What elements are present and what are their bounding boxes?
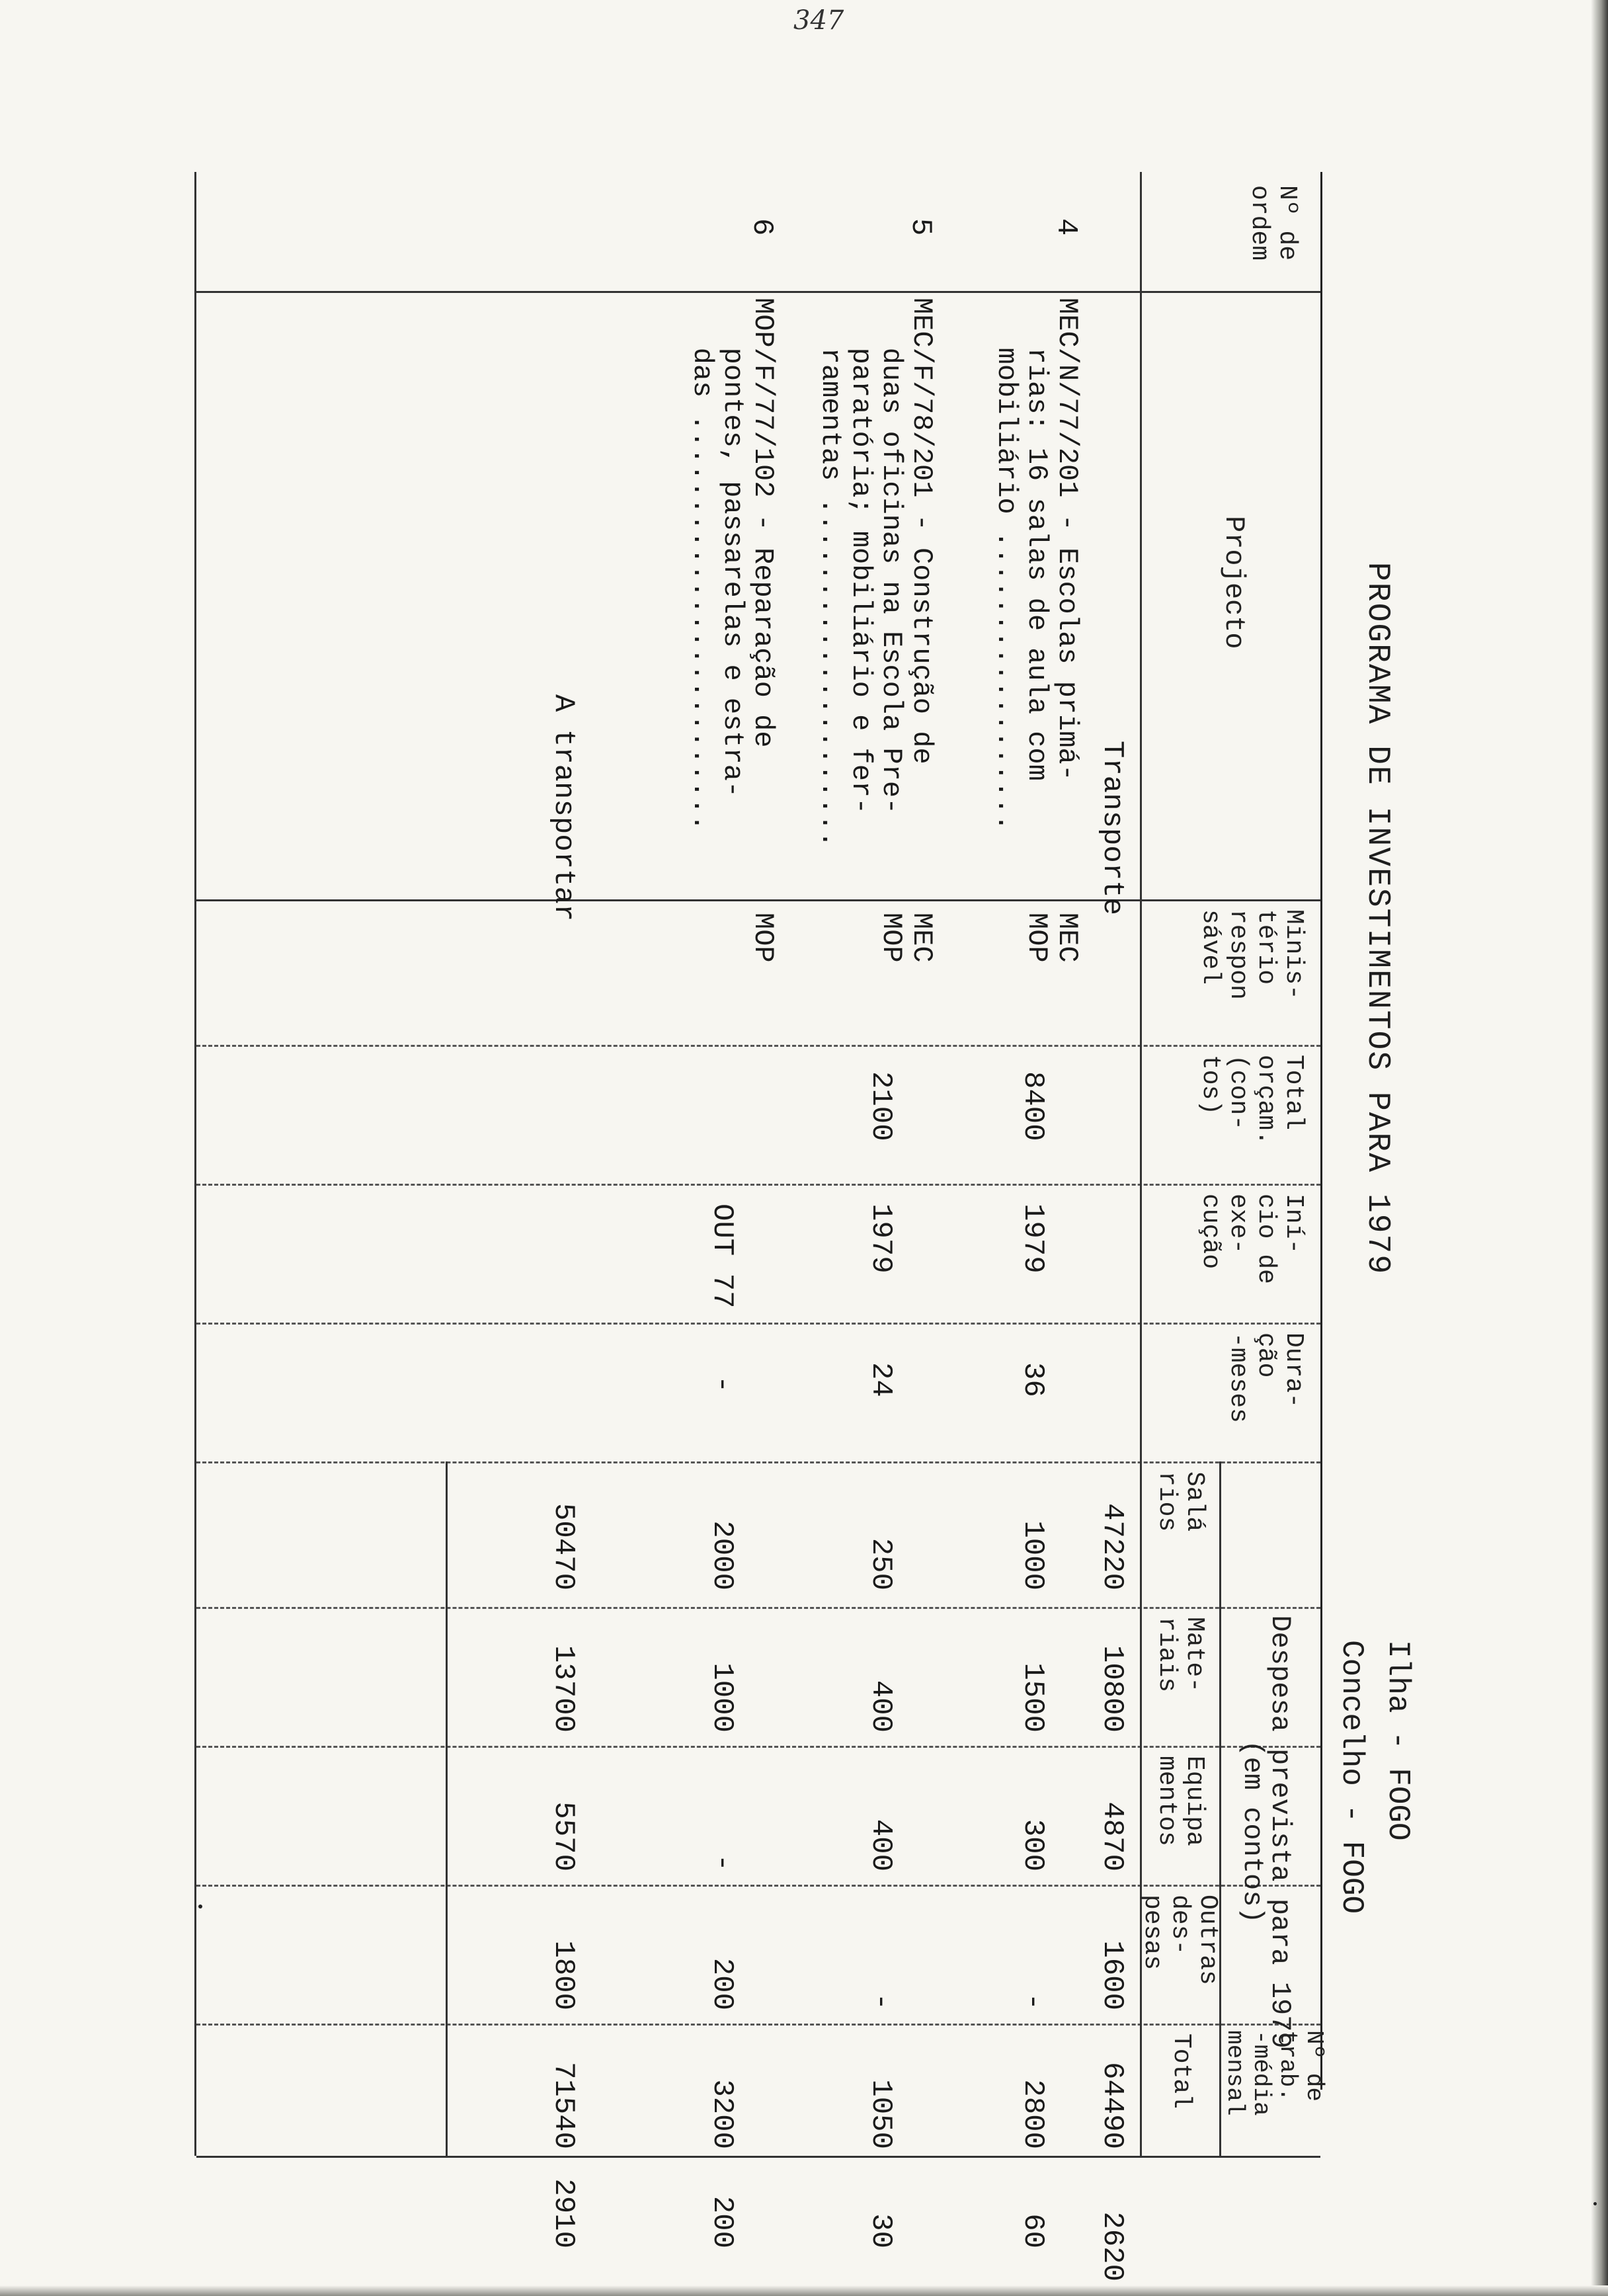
row-4-salarios: 1000 [1016,1520,1049,1590]
header-inicio: Iní- cio de exe- cução [1196,1194,1308,1284]
row-6-materiais: 1000 [705,1662,739,1733]
transporte-total: 64490 [1096,2061,1129,2149]
column-rule [196,1461,1320,1463]
row-5-projecto: MEC/F/78/201 - Construção de duas oficinas na Escola Pre- paratória; mobiliário e fer- ramentas ..................... [815,298,938,848]
column-rule [196,1607,1320,1609]
page-title: PROGRAMA DE INVESTIMENTOS PARA 1979 [1359,562,1395,1276]
header-equipamentos: Equipa mentos [1152,1756,1209,1846]
header-bottom-rule [1140,172,1142,2156]
row-5-trabalhadores: 30 [864,2213,897,2248]
row-6-salarios: 2000 [705,1520,739,1590]
row-5-ordem: 5 [904,218,937,236]
row-4-outras: - [1016,1992,1049,2010]
a-transportar-trabalhadores: 2910 [547,2178,580,2248]
column-rule [196,1885,1320,1887]
header-ordem: Nº de ordem [1245,185,1301,261]
row-6-ministerio: MOP [747,913,779,963]
a-transportar-salarios: 50470 [547,1502,580,1590]
page-number: 347 [793,5,844,36]
column-rule [196,1184,1320,1186]
page-bottom-edge [0,2285,1608,2296]
transporte-trabalhadores: 2620 [1096,2211,1129,2281]
a-transportar-label: A transportar [547,694,580,922]
row-5-salarios: 250 [864,1538,897,1590]
header-ministerio: Minis- tério respon sável [1196,909,1308,1000]
concelho-label: Concelho - FOGO [1334,1640,1369,1914]
column-rule [196,291,1320,293]
a-transportar-outras: 1800 [547,1940,580,2010]
transporte-label: Transporte [1096,741,1129,916]
row-6-duracao: - [705,1375,739,1393]
row-5-total-orcam: 2100 [864,1071,897,1141]
row-4-total: 2800 [1016,2079,1049,2149]
ilha-label: Ilha - FOGO [1381,1640,1415,1841]
row-4-inicio: 1979 [1016,1204,1049,1274]
column-rule [196,2156,1320,2158]
row-5-outras: - [864,1992,897,2010]
header-materiais: Mate- riais [1152,1617,1209,1693]
row-5-ministerio: MEC MOP [875,913,938,963]
transporte-salarios: 47220 [1096,1502,1129,1590]
row-6-trabalhadores: 200 [705,2195,739,2248]
row-6-inicio: OUT 77 [705,1204,739,1309]
investment-table [196,172,1328,2281]
a-transportar-total: 71540 [547,2061,580,2149]
header-trabalhadores: Nº de trab. -média mensal [1221,2030,1328,2116]
a-transportar-equipamentos: 5570 [547,1801,580,1871]
row-4-projecto: MEC/N/77/201 - Escolas primá- rias: 16 salas de aula com mobiliário .................. [990,298,1083,831]
header-total: Total [1167,2033,1195,2110]
row-4-duracao: 36 [1016,1362,1049,1397]
row-4-ordem: 4 [1049,218,1082,236]
header-outras: Outras des- pesas [1138,1895,1222,1985]
row-5-equipamentos: 400 [864,1819,897,1871]
row-6-outras: 200 [705,1957,739,2010]
row-5-total: 1050 [864,2079,897,2149]
column-rule [196,1045,1320,1047]
row-6-equipamentos: - [705,1854,739,1871]
row-6-total: 3200 [705,2079,739,2149]
row-4-equipamentos: 300 [1016,1819,1049,1871]
row-6-ordem: 6 [745,218,778,236]
page-edge-shadow [1591,0,1608,2296]
header-salarios: Salá rios [1152,1471,1209,1532]
header-projecto: Projecto [1218,516,1250,649]
rotated-document [66,132,1455,2281]
row-5-duracao: 24 [864,1362,897,1397]
transporte-materiais: 10800 [1096,1645,1129,1733]
row-4-trabalhadores: 60 [1016,2213,1049,2248]
transporte-equipamentos: 4870 [1096,1801,1129,1871]
row-6-projecto: MOP/F/77/102 - Reparação de pontes, passarelas e estra- das ......................... [686,298,779,831]
a-transportar-materiais: 13700 [547,1645,580,1733]
ink-speck [1593,2202,1597,2205]
transporte-outras: 1600 [1096,1940,1129,2010]
column-rule [196,2024,1320,2026]
header-despesa: Despesa prevista para 1979 (em contos) [1236,1615,1296,2049]
subtotal-rule [446,1461,448,2156]
column-rule [196,1746,1320,1748]
row-4-total-orcam: 8400 [1016,1071,1049,1141]
row-4-materiais: 1500 [1016,1662,1049,1733]
header-duracao: Dura- ção -meses [1224,1332,1308,1423]
header-total-orcam: Total orçam. (con- tos) [1196,1055,1308,1145]
column-rule [196,1323,1320,1325]
row-5-materiais: 400 [864,1680,897,1733]
column-rule [196,899,1320,901]
table-bottom-rule [194,172,196,2156]
row-4-ministerio: MEC MOP [1021,913,1083,963]
row-5-inicio: 1979 [864,1204,897,1274]
